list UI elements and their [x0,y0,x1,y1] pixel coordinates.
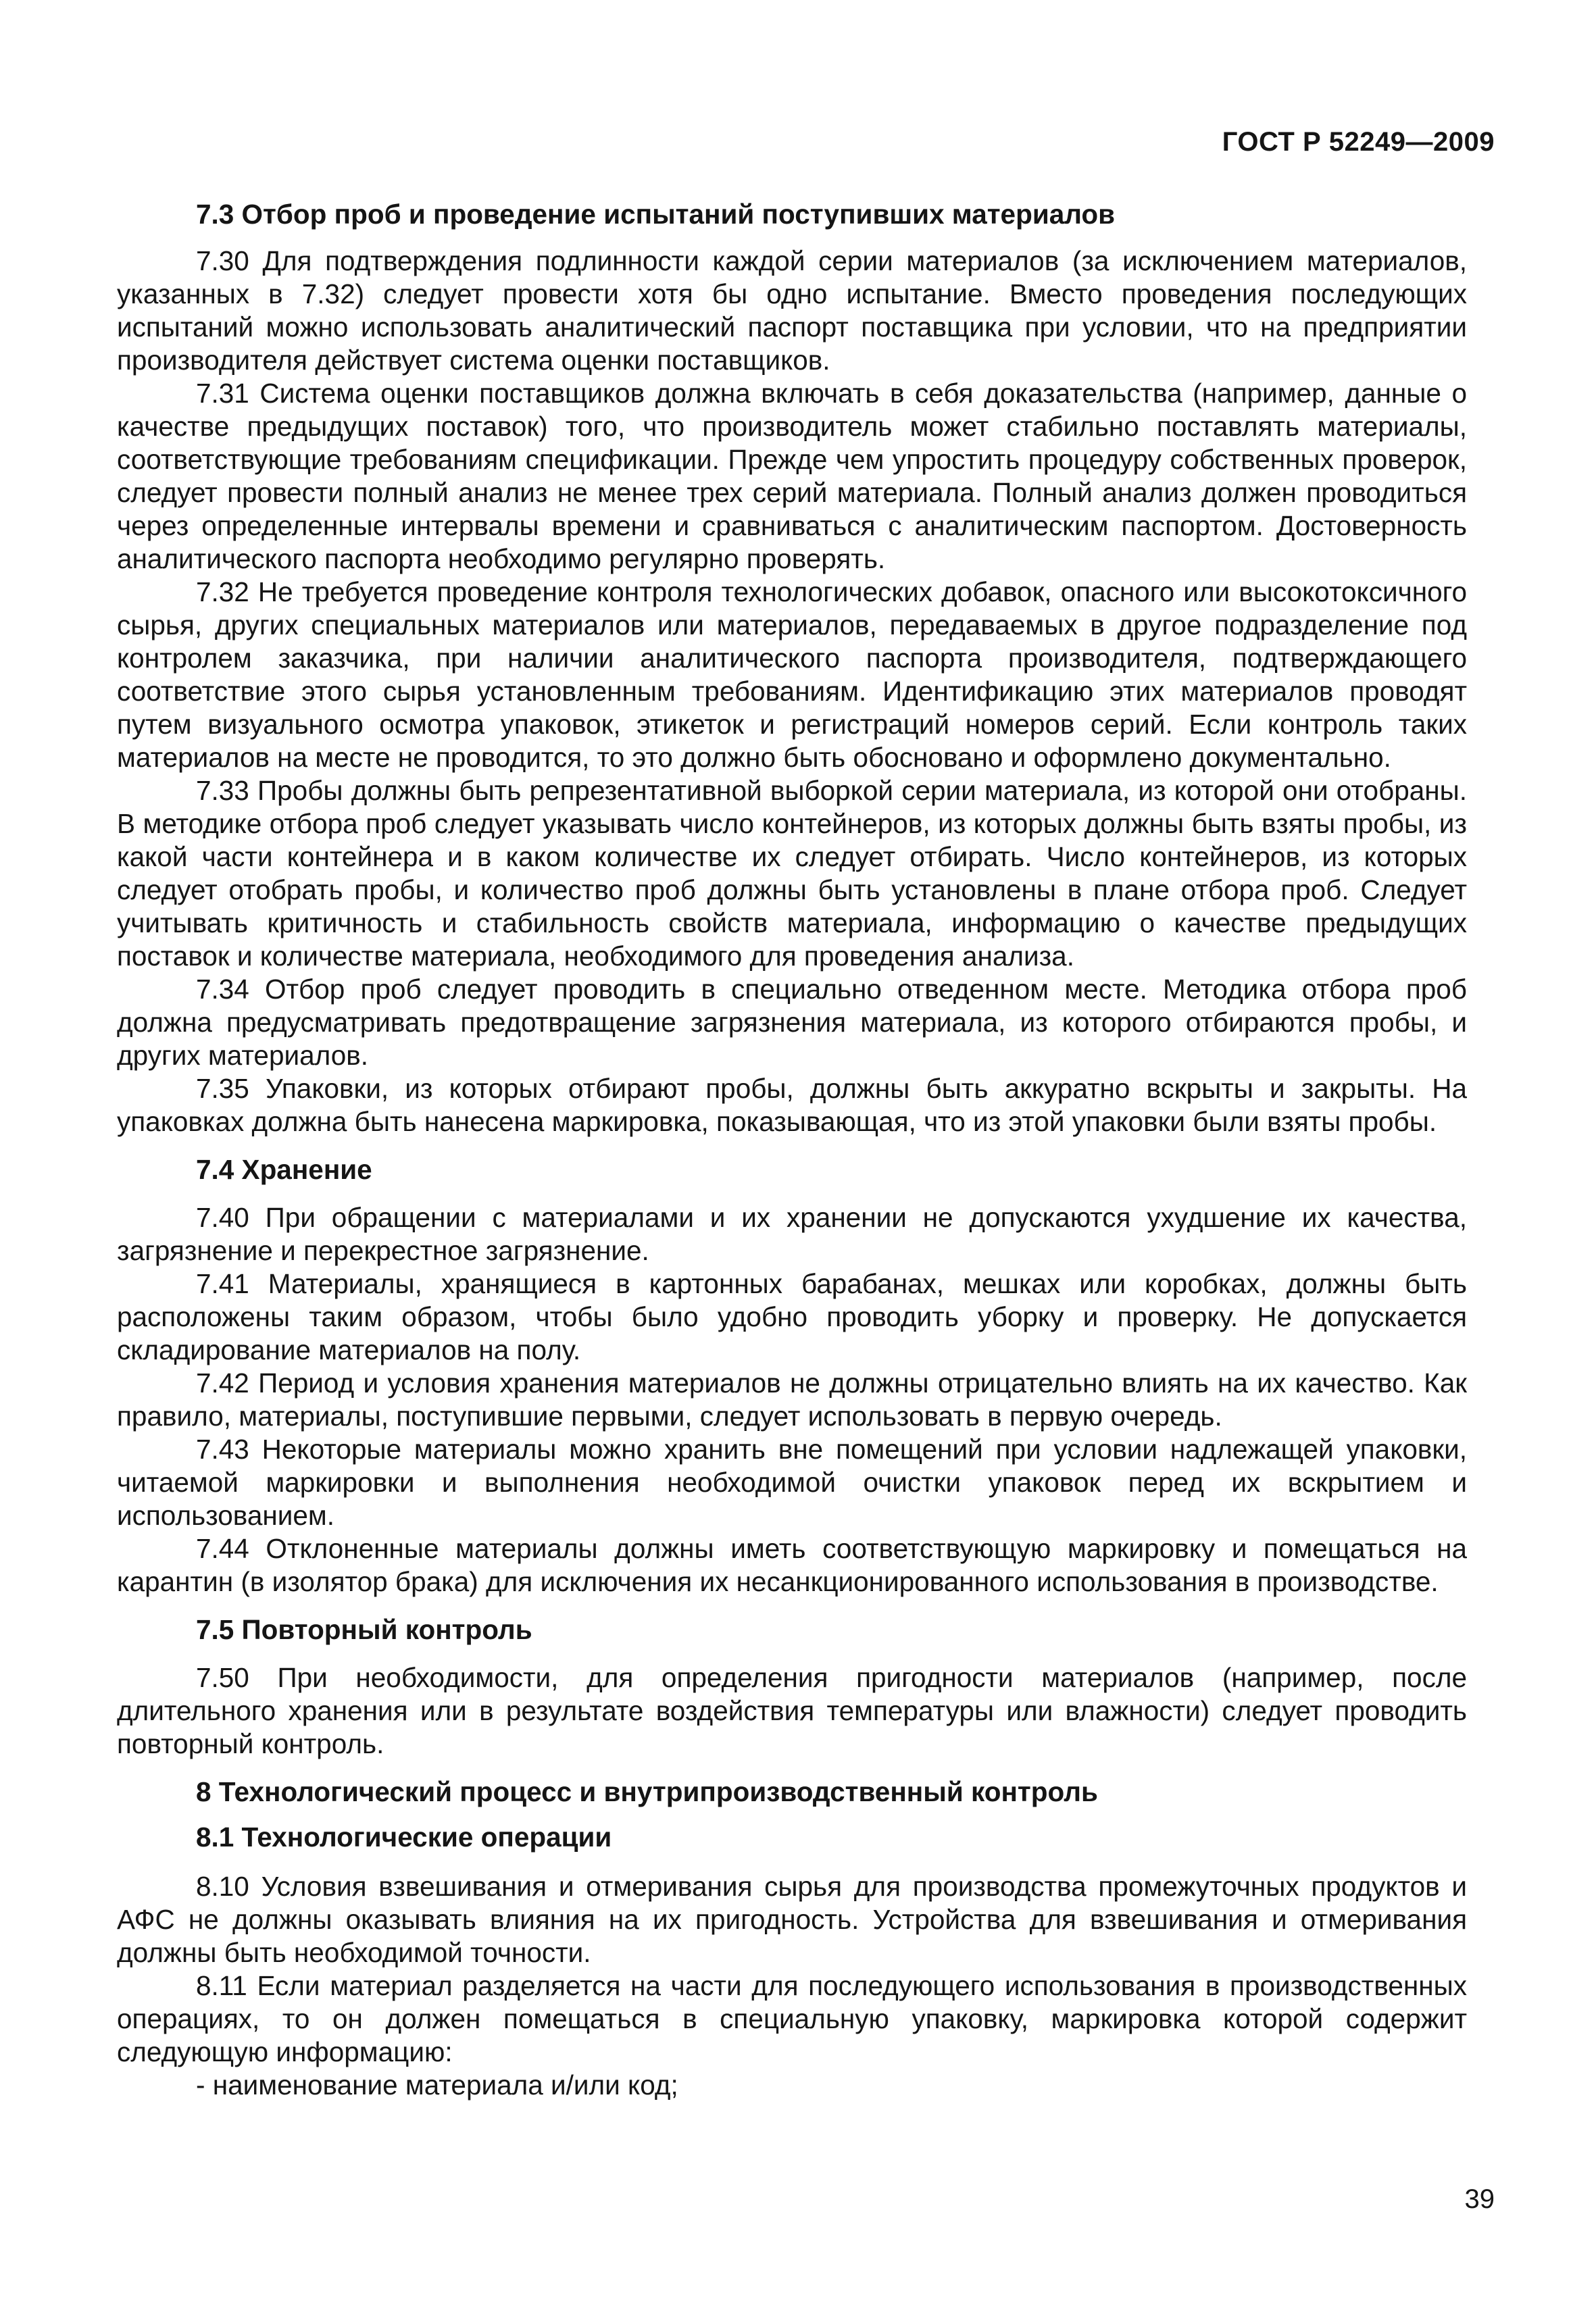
page-number: 39 [1464,2184,1495,2214]
paragraph-7-34: 7.34 Отбор проб следует проводить в специально отведенном месте. Методика отбора проб должна предусматривать предотвращение загрязнения материала, из которого отбираются пробы, и других материалов. [117,974,1467,1071]
paragraph-7-50: 7.50 При необходимости, для определения пригодности материалов (например, после длительного хранения или в результате воздействия температуры или влажности) следует проводить повторный контроль. [117,1662,1467,1759]
paragraph-7-41: 7.41 Материалы, хранящиеся в картонных барабанах, мешках или коробках, должны быть расположены таким образом, чтобы было удобно проводить уборку и проверку. Не допускается складирование материалов на полу. [117,1268,1467,1365]
list-item: - наименование материала и/или код; [196,2069,678,2101]
paragraph-7-42: 7.42 Период и условия хранения материалов не должны отрицательно влиять на их качество. Как правило, материалы, поступившие первыми, следует использовать в первую очередь. [117,1367,1467,1432]
section-heading-7-5: 7.5 Повторный контроль [196,1614,532,1645]
paragraph-7-32: 7.32 Не требуется проведение контроля технологических добавок, опасного или высокотоксичного сырья, других специальных материалов или материалов, передаваемых в другое подразделение под контролем заказчика, при наличии аналитического паспорта производителя, подтверждающего соответствие этого сырья установленным требованиям. Идентификацию этих материалов проводят путем визуального осмотра упаковок, этикеток и регистраций номеров серий. Если контроль таких материалов на месте не проводится, то это должно быть обосновано и оформлено документально. [117,576,1467,773]
paragraph-7-40: 7.40 При обращении с материалами и их хранении не допускаются ухудшение их качества, загрязнение и перекрестное загрязнение. [117,1202,1467,1266]
paragraph-7-44: 7.44 Отклоненные материалы должны иметь соответствующую маркировку и помещаться на карантин (в изолятор брака) для исключения их несанкционированного использования в производстве. [117,1533,1467,1597]
document-body [117,198,1467,2102]
section-heading-7-4: 7.4 Хранение [196,1154,372,1185]
paragraph-8-10: 8.10 Условия взвешивания и отмеривания сырья для производства промежуточных продуктов и АФС не должны оказывать влияния на их пригодность. Устройства для взвешивания и отмеривания должны быть необходимой точности. [117,1871,1467,1968]
paragraph-7-31: 7.31 Система оценки поставщиков должна включать в себя доказательства (например, данные о качестве предыдущих поставок) того, что производитель может стабильно поставлять материалы, соответствующие требованиям спецификации. Прежде чем упростить процедуру собственных проверок, следует провести полный анализ не менее трех серий материала. Полный анализ должен проводиться через определенные интервалы времени и сравниваться с аналитическим паспортом. Достоверность аналитического паспорта необходимо регулярно проверять. [117,378,1467,574]
document-header: ГОСТ Р 52249—2009 [1222,127,1495,157]
section-heading-8: 8 Технологический процесс и внутрипроизводственный контроль [196,1776,1098,1807]
paragraph-7-30: 7.30 Для подтверждения подлинности каждой серии материалов (за исключением материалов, указанных в 7.32) следует провести хотя бы одно испытание. Вместо проведения последующих испытаний можно использовать аналитический паспорт поставщика при условии, что на предприятии производителя действует система оценки поставщиков. [117,245,1467,376]
paragraph-8-11: 8.11 Если материал разделяется на части для последующего использования в производственных операциях, то он должен помещаться в специальную упаковку, маркировка которой содержит следующую информацию: [117,1970,1467,2067]
paragraph-7-43: 7.43 Некоторые материалы можно хранить вне помещений при условии надлежащей упаковки, читаемой маркировки и выполнения необходимой очистки упаковок перед их вскрытием и использованием. [117,1434,1467,1531]
section-heading-7-3: 7.3 Отбор проб и проведение испытаний поступивших материалов [196,199,1116,230]
paragraph-7-33: 7.33 Пробы должны быть репрезентативной выборкой серии материала, из которой они отобраны. В методике отбора проб следует указывать число контейнеров, из которых должны быть взяты пробы, из какой части контейнера и в каком количестве их следует отбирать. Число контейнеров, из которых следует отобрать пробы, и количество проб должны быть установлены в плане отбора проб. Следует учитывать критичность и стабильность свойств материала, информацию о качестве предыдущих поставок и количестве материала, необходимого для проведения анализа. [117,775,1467,972]
paragraph-7-35: 7.35 Упаковки, из которых отбирают пробы, должны быть аккуратно вскрыты и закрыты. На упаковках должна быть нанесена маркировка, показывающая, что из этой упаковки были взяты пробы. [117,1073,1467,1137]
section-heading-8-1: 8.1 Технологические операции [196,1821,612,1853]
